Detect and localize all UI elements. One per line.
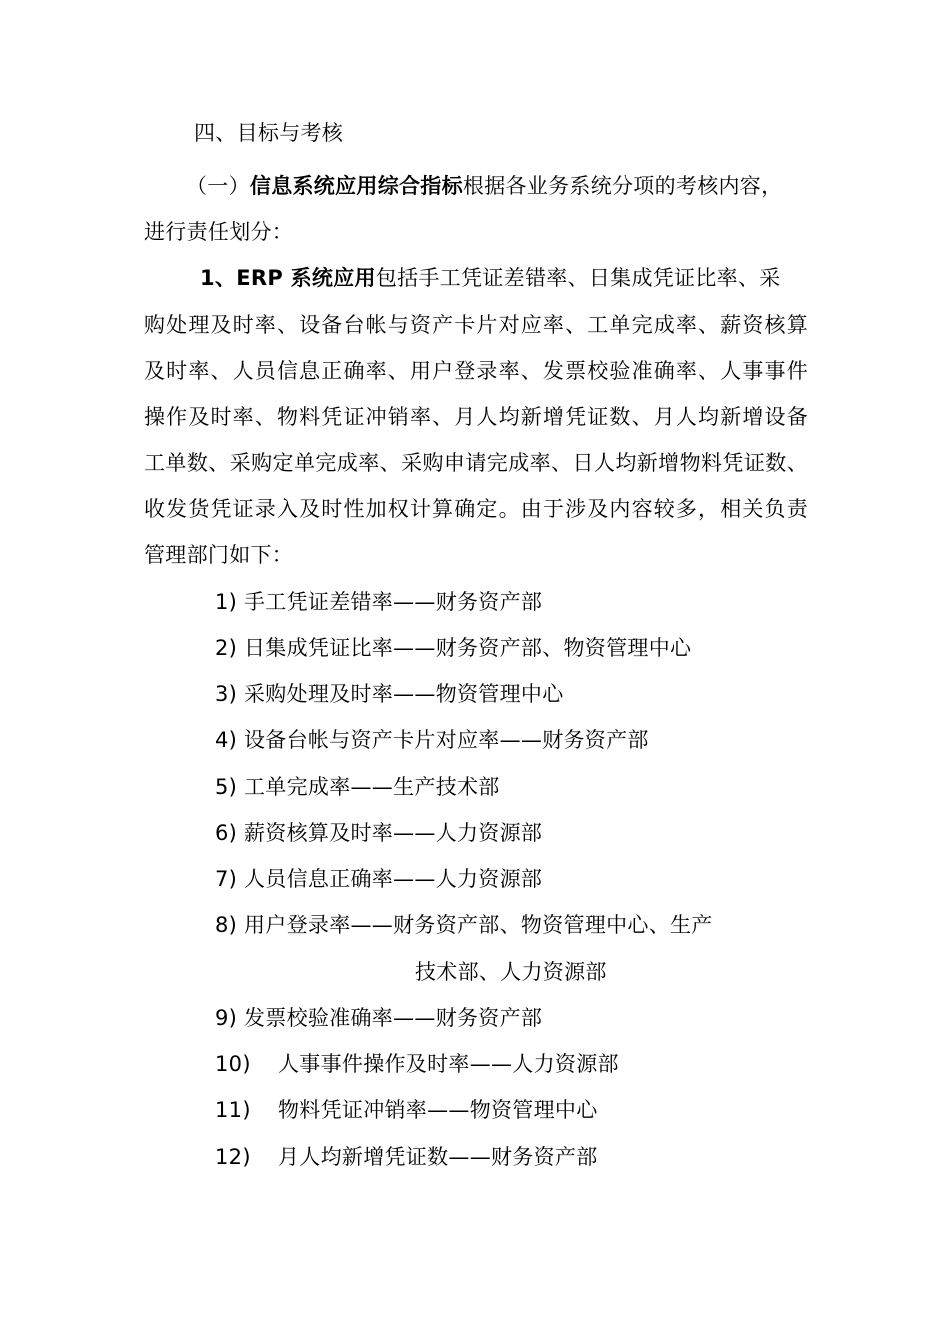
erp-bold-term: 1、ERP 系统应用 <box>200 266 376 290</box>
list-item-text: 日集成凭证比率——财务资产部、物资管理中心 <box>244 636 692 660</box>
list-item-text: 物料凭证冲销率——物资管理中心 <box>278 1098 598 1122</box>
section-heading: 四、目标与考核 <box>194 121 344 145</box>
list-item-number: 5) <box>215 775 238 799</box>
intro-bold-term: 信息系统应用综合指标 <box>249 174 463 198</box>
list-item-text: 人员信息正确率——人力资源部 <box>244 867 543 891</box>
list-item-text: 发票校验准确率——财务资产部 <box>244 1006 543 1030</box>
erp-line: 及时率、人员信息正确率、用户登录率、发票校验准确率、人事事件 <box>144 359 808 383</box>
list-item-text: 人事事件操作及时率——人力资源部 <box>278 1052 619 1076</box>
list-item-number: 9) <box>215 1006 238 1030</box>
list-item-number: 6) <box>215 821 238 845</box>
list-item-number: 2) <box>215 636 238 660</box>
list-item-text: 薪资核算及时率——人力资源部 <box>244 821 543 845</box>
erp-line: 工单数、采购定单完成率、采购申请完成率、日人均新增物料凭证数、 <box>144 451 808 475</box>
list-item-continuation: 技术部、人力资源部 <box>415 960 607 984</box>
erp-line-1-rest: 包括手工凭证差错率、日集成凭证比率、采 <box>375 266 781 290</box>
list-item-text: 采购处理及时率——物资管理中心 <box>244 682 564 706</box>
intro-line-1 <box>186 171 808 201</box>
list-item-text: 用户登录率——财务资产部、物资管理中心、生产 <box>244 913 713 937</box>
erp-line: 收发货凭证录入及时性加权计算确定。由于涉及内容较多，相关负责 <box>144 497 808 521</box>
list-item-number: 1) <box>215 590 238 614</box>
list-item-text: 月人均新增凭证数——财务资产部 <box>278 1145 598 1169</box>
intro-rest: 根据各业务系统分项的考核内容， <box>462 174 783 198</box>
erp-line: 购处理及时率、设备台帐与资产卡片对应率、工单完成率、薪资核算 <box>144 313 808 337</box>
intro-line-2: 进行责任划分： <box>144 220 294 244</box>
list-item-number: 11) <box>215 1098 251 1122</box>
list-item-number: 8) <box>215 913 238 937</box>
list-item-number: 10) <box>215 1052 251 1076</box>
intro-prefix: （一） <box>186 174 250 198</box>
list-item-number: 7) <box>215 867 238 891</box>
erp-line-1 <box>200 263 781 293</box>
list-item-text: 设备台帐与资产卡片对应率——财务资产部 <box>244 728 649 752</box>
list-item-number: 3) <box>215 682 238 706</box>
erp-line: 管理部门如下： <box>144 543 294 567</box>
list-item-text: 手工凭证差错率——财务资产部 <box>244 590 543 614</box>
erp-line: 操作及时率、物料凭证冲销率、月人均新增凭证数、月人均新增设备 <box>144 405 808 429</box>
list-item-text: 工单完成率——生产技术部 <box>244 775 500 799</box>
list-item-number: 12) <box>215 1145 251 1169</box>
list-item-number: 4) <box>215 728 238 752</box>
